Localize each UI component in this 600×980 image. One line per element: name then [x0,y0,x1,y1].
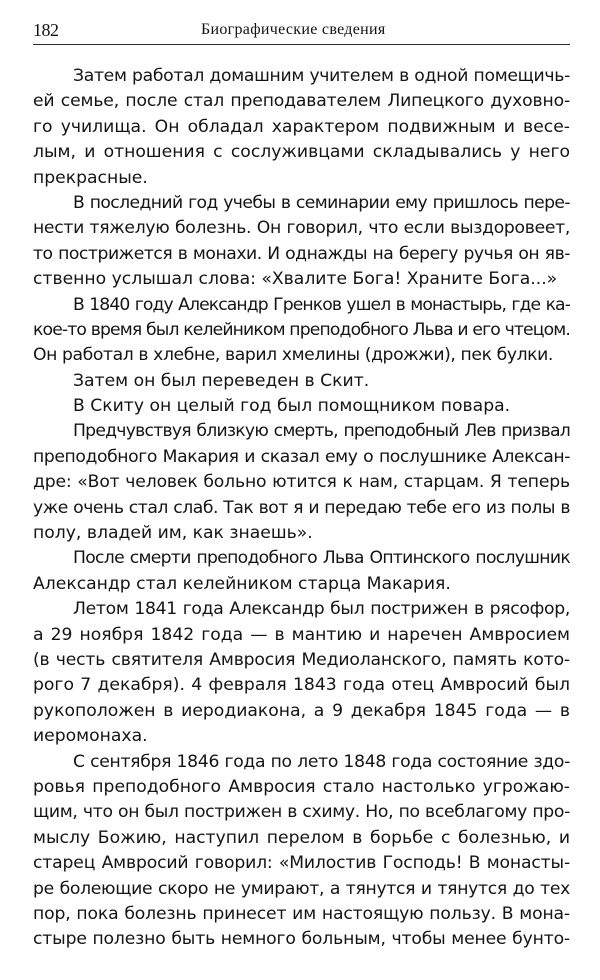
page-number: 182 [33,20,59,40]
text-line: стыре полезно быть немного больным, чтобы менее бунто- [33,929,570,950]
header-rule [33,44,570,45]
text-line: рукоположен в иеродиакона, а 9 декабря 1845 года — в [33,700,570,721]
text-line: нести тяжелую болезнь. Он говорил, что если выздоровеет, [33,218,570,239]
text-line: пор, пока болезнь принесет им настоящую пользу. В мона- [33,903,570,924]
text-line: старец Амвросий говорил: «Милостив Господь! В монасты- [33,853,570,874]
text-line: преподобного Макария и сказал ему о послушнике Алексан- [33,446,570,467]
text-line: то пострижется в монахи. И однажды на берегу ручья он яв- [33,243,570,264]
text-line: (в честь святителя Амвросия Медиоланского, память кото- [33,649,570,670]
text-line: ственно услышал слова: «Хвалите Бога! Храните Бога...» [33,269,558,290]
text-line: прекрасные. [33,167,148,188]
text-line: ей семье, после стал преподавателем Липецкого духовно- [33,91,570,112]
text-line: полу, владей им, как знаешь». [33,523,313,544]
text-line: После смерти преподобного Льва Оптинского послушник [73,548,570,569]
text-line: Предчувствуя близкую смерть, преподобный Лев призвал [73,421,570,442]
text-line: Летом 1841 года Александр был пострижен в рясофор, [73,599,570,620]
text-line: ре болеющие скоро не умирают, а тянутся и тянутся до тех [33,878,570,899]
text-line: Он работал в хлебне, варил хмелины (дрожжи), пек булки. [33,345,553,366]
text-line: го училища. Он обладал характером подвижным и весе- [33,116,570,137]
text-line: Александр стал келейником старца Макария. [33,573,451,594]
text-line: В 1840 году Александр Гренков ушел в монастырь, где ка- [73,294,570,315]
text-line: кое-то время был келейником преподобного Льва и его чтецом. [33,319,570,340]
text-line: Затем работал домашним учителем в одной помещичь- [73,66,570,86]
text-line: Затем он был переведен в Скит. [73,370,370,391]
text-line: иеромонаха. [33,726,148,747]
text-line: мыслу Божию, наступил перелом в борьбе с болезнью, и [33,827,570,848]
text-line: дре: «Вот человек больно ютится к нам, старцам. Я теперь [33,472,570,493]
text-line: щим, что он был пострижен в схиму. Но, по всеблагому про- [33,802,570,823]
text-line: уже очень стал слаб. Так вот я и передаю тебе его из полы в [33,497,570,518]
text-line: а 29 ноября 1842 года — в мантию и наречен Амвросием [33,624,570,645]
running-head [33,17,570,45]
text-line: В последний год учебы в семинарии ему пришлось пере- [73,192,570,213]
text-line: В Скиту он целый год был помощником повара. [73,396,511,417]
text-line: С сентября 1846 года по лето 1848 года состояние здо- [73,751,570,772]
text-line: лым, и отношения с сослуживцами складывались у него [33,142,570,163]
text-line: ровья преподобного Амвросия стало настолько угрожаю- [33,776,570,797]
section-title: Биографические сведения [201,21,386,38]
text-line: рого 7 декабря). 4 февраля 1843 года отец Амвросий был [33,675,570,696]
body-text [33,64,570,953]
